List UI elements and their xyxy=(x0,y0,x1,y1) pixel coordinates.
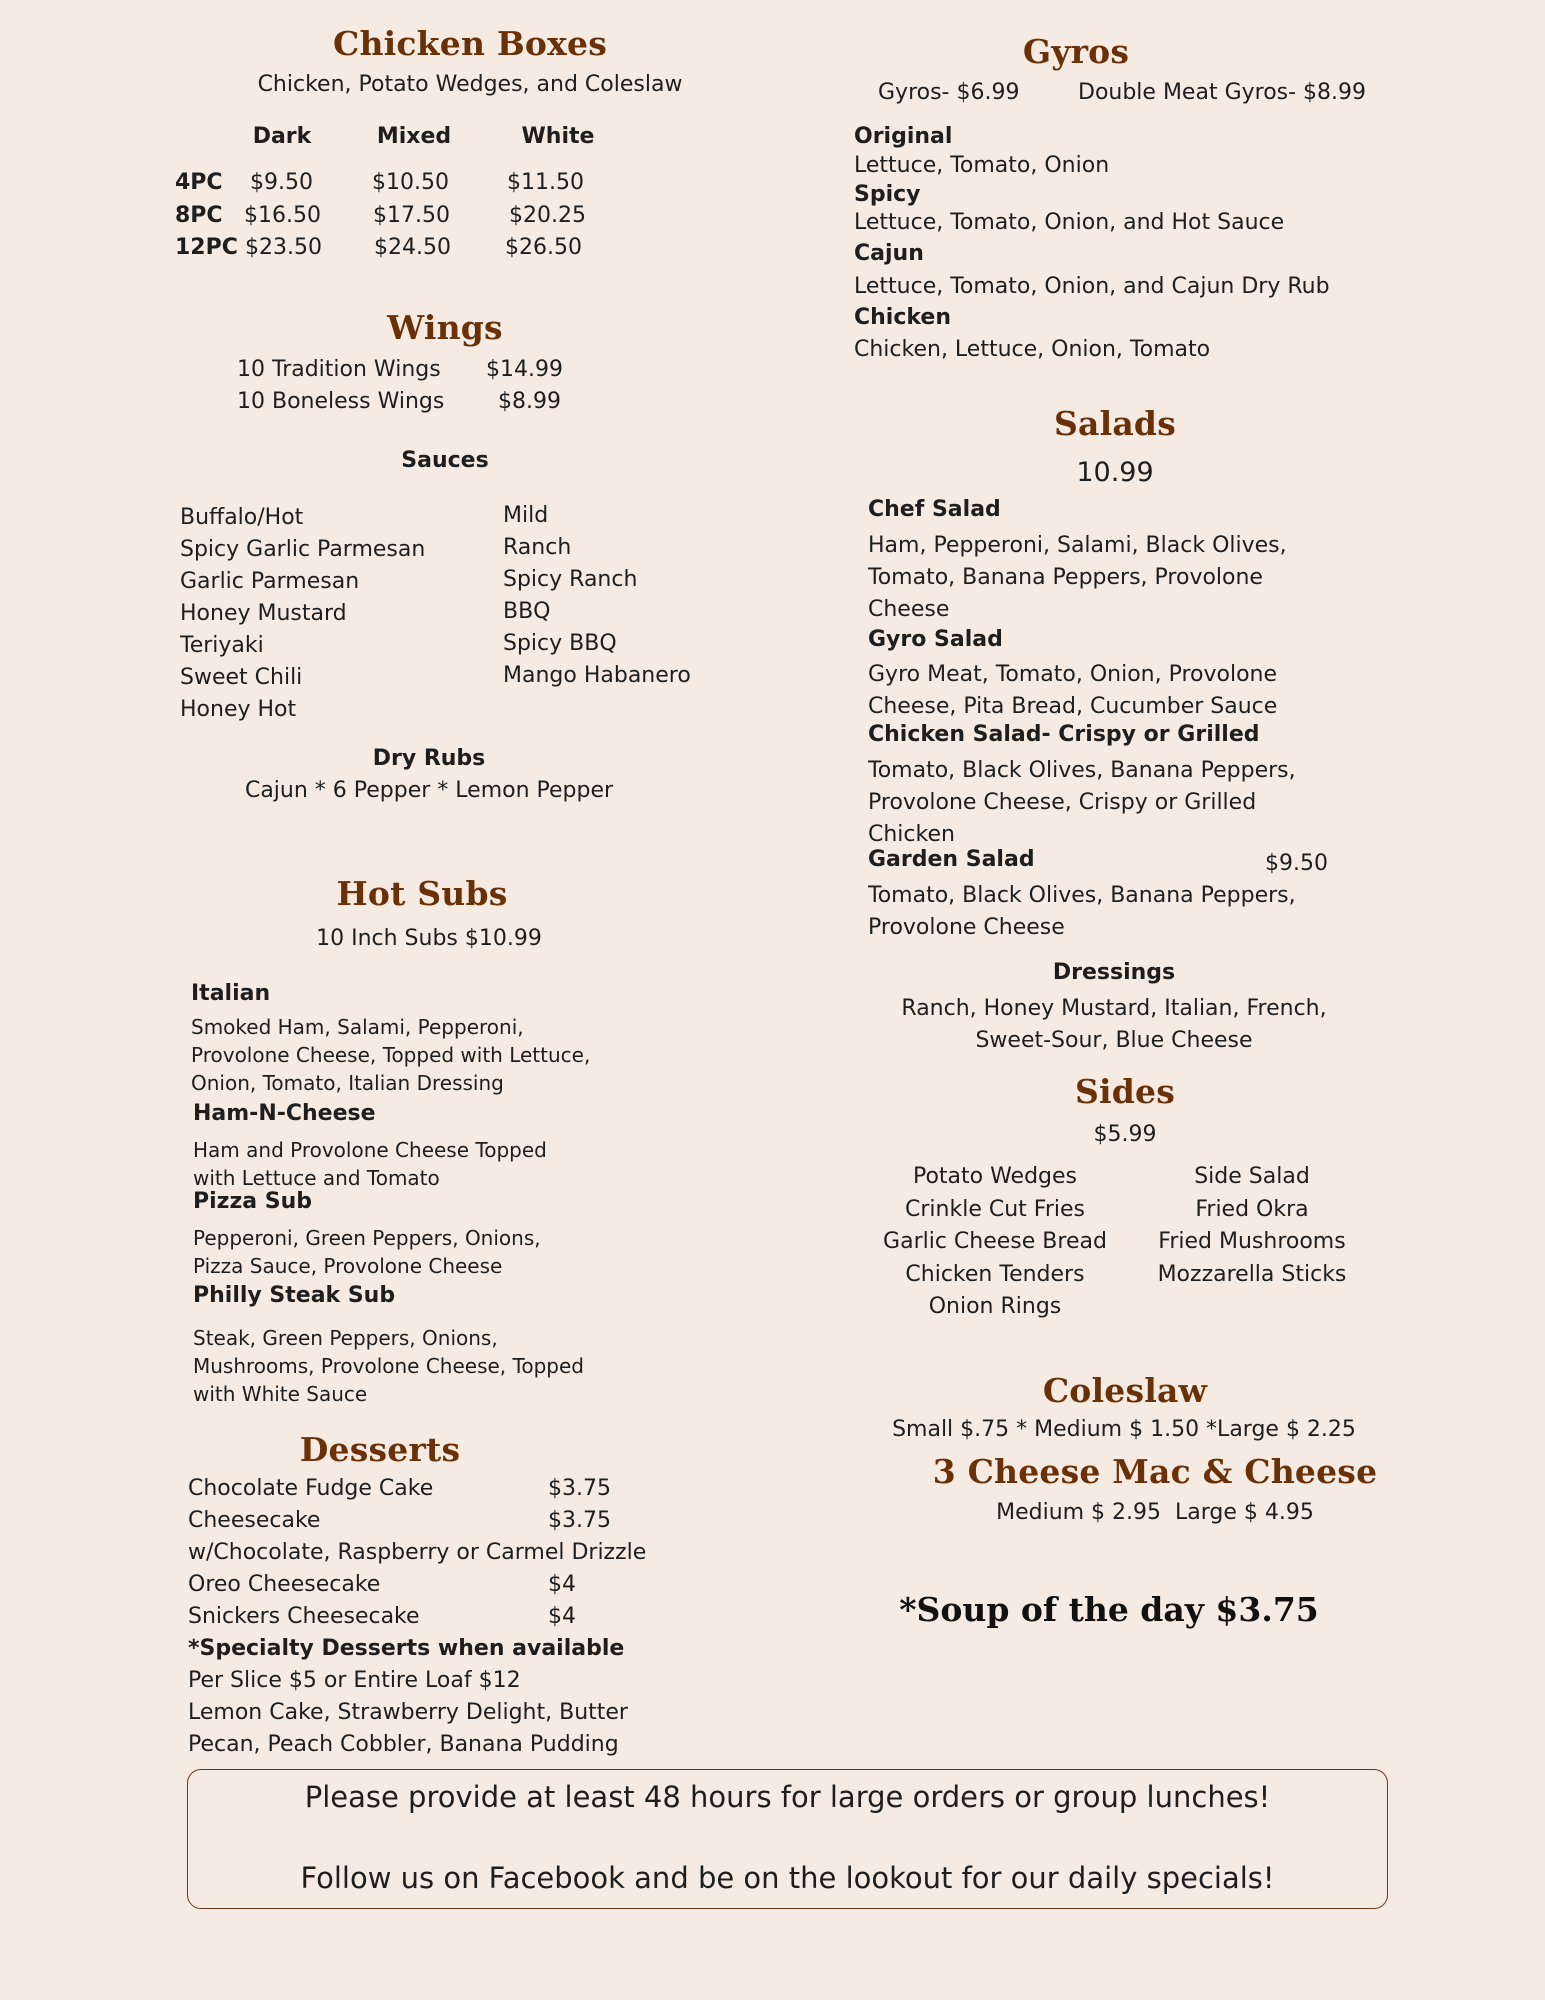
dessert-item-name: Oreo Cheesecake xyxy=(188,1572,381,1597)
price-dark: $23.50 xyxy=(245,235,322,260)
sauces-right-list xyxy=(503,500,691,692)
wings-item-name: 10 Boneless Wings xyxy=(237,389,445,414)
gyros-price-single: Gyros- $6.99 xyxy=(878,80,1020,105)
specialty-desserts-title: *Specialty Desserts when available xyxy=(188,1636,625,1661)
price-white: $26.50 xyxy=(505,235,582,260)
salad-item-name: Chef Salad xyxy=(868,497,1001,522)
sub-desc-line: Mushrooms, Provolone Cheese, Topped xyxy=(193,1354,584,1378)
gyros-price-double: Double Meat Gyros- $8.99 xyxy=(1078,80,1367,105)
price-white: $20.25 xyxy=(509,203,586,228)
sauce-item: Honey Hot xyxy=(180,697,297,722)
salad-desc-line: Cheese xyxy=(868,597,950,622)
specialty-line: Lemon Cake, Strawberry Delight, Butter xyxy=(188,1700,628,1725)
dressings-line: Ranch, Honey Mustard, Italian, French, xyxy=(901,996,1327,1021)
soup-of-the-day: *Soup of the day $3.75 xyxy=(899,1590,1319,1629)
gyros-title: Gyros xyxy=(1022,32,1130,71)
dessert-item-price: $3.75 xyxy=(548,1476,611,1501)
desserts-title: Desserts xyxy=(299,1430,461,1469)
dessert-item-price xyxy=(548,1537,611,1569)
side-item: Fried Mushrooms xyxy=(1158,1229,1346,1254)
mac-cheese-prices: Medium $ 2.95 Large $ 4.95 xyxy=(996,1500,1314,1525)
sub-item-name: Pizza Sub xyxy=(193,1189,313,1214)
sub-desc-line: Onion, Tomato, Italian Dressing xyxy=(191,1071,504,1095)
sauce-item: Spicy Garlic Parmesan xyxy=(180,537,426,562)
sub-item-name: Ham-N-Cheese xyxy=(193,1101,376,1126)
price-mixed: $17.50 xyxy=(373,203,450,228)
dessert-prices xyxy=(548,1473,611,1633)
notice-box xyxy=(187,1769,1388,1909)
sub-desc-line: Smoked Ham, Salami, Pepperoni, xyxy=(191,1015,524,1039)
hot-subs-title: Hot Subs xyxy=(336,874,508,913)
dessert-item-name: w/Chocolate, Raspberry or Carmel Drizzle xyxy=(188,1540,647,1565)
chicken-boxes-title: Chicken Boxes xyxy=(333,24,607,63)
col-header-dark: Dark xyxy=(252,124,312,149)
salads-price: 10.99 xyxy=(1076,457,1154,488)
row-size: 12PC xyxy=(175,235,238,260)
coleslaw-prices: Small $.75 * Medium $ 1.50 *Large $ 2.25 xyxy=(892,1417,1356,1442)
coleslaw-title: Coleslaw xyxy=(1042,1371,1208,1410)
wings-item-price: $8.99 xyxy=(498,389,561,414)
gyro-item-desc: Lettuce, Tomato, Onion, and Cajun Dry Rub xyxy=(854,274,1330,299)
row-size: 8PC xyxy=(175,203,223,228)
price-dark: $16.50 xyxy=(244,203,321,228)
sauce-item: Mango Habanero xyxy=(503,663,691,688)
sub-desc-line: Provolone Cheese, Topped with Lettuce, xyxy=(191,1043,591,1067)
sub-item-desc xyxy=(193,1224,541,1280)
sub-item-desc xyxy=(191,1013,590,1097)
gyro-item-desc: Lettuce, Tomato, Onion xyxy=(854,153,1110,178)
sides-right-list xyxy=(1132,1161,1372,1291)
wings-item-price: $14.99 xyxy=(486,357,563,382)
gyros-list xyxy=(854,124,1330,362)
salad-desc-line: Tomato, Black Olives, Banana Peppers, xyxy=(868,883,1296,908)
row-size: 4PC xyxy=(175,170,223,195)
salads-title: Salads xyxy=(1054,404,1176,443)
side-item: Mozzarella Sticks xyxy=(1157,1261,1347,1287)
salad-item-desc xyxy=(868,755,1296,851)
side-item: Side Salad xyxy=(1194,1164,1310,1189)
sides-title: Sides xyxy=(1074,1072,1176,1111)
specialty-line: Pecan, Peach Cobbler, Banana Pudding xyxy=(188,1732,619,1757)
side-item: Chicken Tenders xyxy=(905,1261,1085,1287)
price-white: $11.50 xyxy=(507,170,584,195)
salad-desc-line: Tomato, Banana Peppers, Provolone xyxy=(868,565,1263,590)
notice-large-orders: Please provide at least 48 hours for large orders or group lunches! xyxy=(304,1780,1271,1814)
gyro-item-name: Original xyxy=(854,124,953,149)
sauce-item: Mild xyxy=(503,503,549,528)
gyro-item-name: Spicy xyxy=(854,182,921,207)
salad-desc-line: Chicken xyxy=(868,822,955,847)
sub-desc-line: with Lettuce and Tomato xyxy=(193,1166,440,1190)
dressings-line: Sweet-Sour, Blue Cheese xyxy=(975,1028,1253,1053)
sauce-item: Ranch xyxy=(503,535,572,560)
sauce-item: Spicy BBQ xyxy=(503,631,617,656)
side-item: Onion Rings xyxy=(928,1294,1062,1319)
gyro-item-desc: Lettuce, Tomato, Onion, and Hot Sauce xyxy=(854,210,1285,235)
price-dark: $9.50 xyxy=(250,170,313,195)
sauce-item: Buffalo/Hot xyxy=(180,505,304,530)
gyro-item-name: Chicken xyxy=(854,305,952,330)
sauces-left-list xyxy=(180,502,425,726)
salad-item-desc xyxy=(868,530,1287,626)
sub-desc-line: Ham and Provolone Cheese Topped xyxy=(193,1138,547,1162)
salad-desc-line: Tomato, Black Olives, Banana Peppers, xyxy=(868,758,1296,783)
side-item: Potato Wedges xyxy=(912,1164,1078,1189)
wings-title: Wings xyxy=(387,308,503,347)
side-item: Fried Okra xyxy=(1195,1196,1309,1222)
sauce-item: Spicy Ranch xyxy=(503,567,638,592)
salad-desc-line: Ham, Pepperoni, Salami, Black Olives, xyxy=(868,533,1287,558)
sub-desc-line: Pizza Sauce, Provolone Cheese xyxy=(193,1254,503,1278)
sauce-item: Garlic Parmesan xyxy=(180,569,360,594)
sauce-item: Honey Mustard xyxy=(180,601,347,626)
mac-cheese-title: 3 Cheese Mac & Cheese xyxy=(932,1452,1378,1491)
sub-desc-line: with White Sauce xyxy=(193,1382,368,1406)
dessert-item-name: Snickers Cheesecake xyxy=(188,1604,420,1629)
gyro-item-name: Cajun xyxy=(854,241,924,266)
dessert-item-price: $3.75 xyxy=(548,1508,611,1533)
sauce-item: BBQ xyxy=(503,599,551,624)
dessert-item-price: $4 xyxy=(548,1604,576,1629)
sub-desc-line: Pepperoni, Green Peppers, Onions, xyxy=(193,1226,541,1250)
sub-item-name: Philly Steak Sub xyxy=(193,1283,396,1308)
notice-facebook: Follow us on Facebook and be on the lookout for our daily specials! xyxy=(300,1861,1275,1895)
salad-item-desc xyxy=(868,659,1277,723)
salad-item-desc xyxy=(868,880,1296,944)
wings-item-name: 10 Tradition Wings xyxy=(237,357,441,382)
salad-item-name: Gyro Salad xyxy=(868,627,1003,652)
sauce-item: Teriyaki xyxy=(180,633,264,658)
salad-item-name: Garden Salad xyxy=(868,847,1035,872)
gyro-item-desc: Chicken, Lettuce, Onion, Tomato xyxy=(854,337,1211,362)
price-mixed: $24.50 xyxy=(374,235,451,260)
col-header-white: White xyxy=(521,124,595,149)
sub-desc-line: Steak, Green Peppers, Onions, xyxy=(193,1326,498,1350)
dessert-item-price: $4 xyxy=(548,1572,576,1597)
sauce-item: Sweet Chili xyxy=(180,665,303,690)
sub-item-desc xyxy=(193,1136,547,1192)
dry-rubs-title: Dry Rubs xyxy=(372,746,486,771)
sides-left-list xyxy=(874,1161,1116,1324)
hot-subs-subtitle: 10 Inch Subs $10.99 xyxy=(316,926,542,951)
sauces-title: Sauces xyxy=(401,448,489,473)
dessert-item-name: Chocolate Fudge Cake xyxy=(188,1476,434,1501)
side-item: Garlic Cheese Bread xyxy=(883,1229,1107,1254)
dressings-title: Dressings xyxy=(1052,960,1176,985)
sub-item-name: Italian xyxy=(191,981,271,1006)
salad-desc-line: Cheese, Pita Bread, Cucumber Sauce xyxy=(868,694,1278,719)
specialty-line: Per Slice $5 or Entire Loaf $12 xyxy=(188,1668,521,1693)
col-header-mixed: Mixed xyxy=(376,124,452,149)
side-item: Crinkle Cut Fries xyxy=(905,1196,1085,1222)
salad-desc-line: Gyro Meat, Tomato, Onion, Provolone xyxy=(868,662,1278,687)
dessert-item-name: Cheesecake xyxy=(188,1508,321,1533)
sides-price: $5.99 xyxy=(1093,1122,1157,1147)
chicken-boxes-subtitle: Chicken, Potato Wedges, and Coleslaw xyxy=(257,72,683,97)
price-mixed: $10.50 xyxy=(372,170,449,195)
salad-desc-line: Provolone Cheese xyxy=(868,915,1065,940)
dressings-list xyxy=(864,993,1364,1057)
sub-item-desc xyxy=(193,1324,584,1408)
salad-item-name: Chicken Salad- Crispy or Grilled xyxy=(868,722,1260,747)
dry-rubs-list: Cajun * 6 Pepper * Lemon Pepper xyxy=(244,778,614,803)
salad-item-price: $9.50 xyxy=(1265,851,1328,876)
salad-desc-line: Provolone Cheese, Crispy or Grilled xyxy=(868,790,1257,815)
